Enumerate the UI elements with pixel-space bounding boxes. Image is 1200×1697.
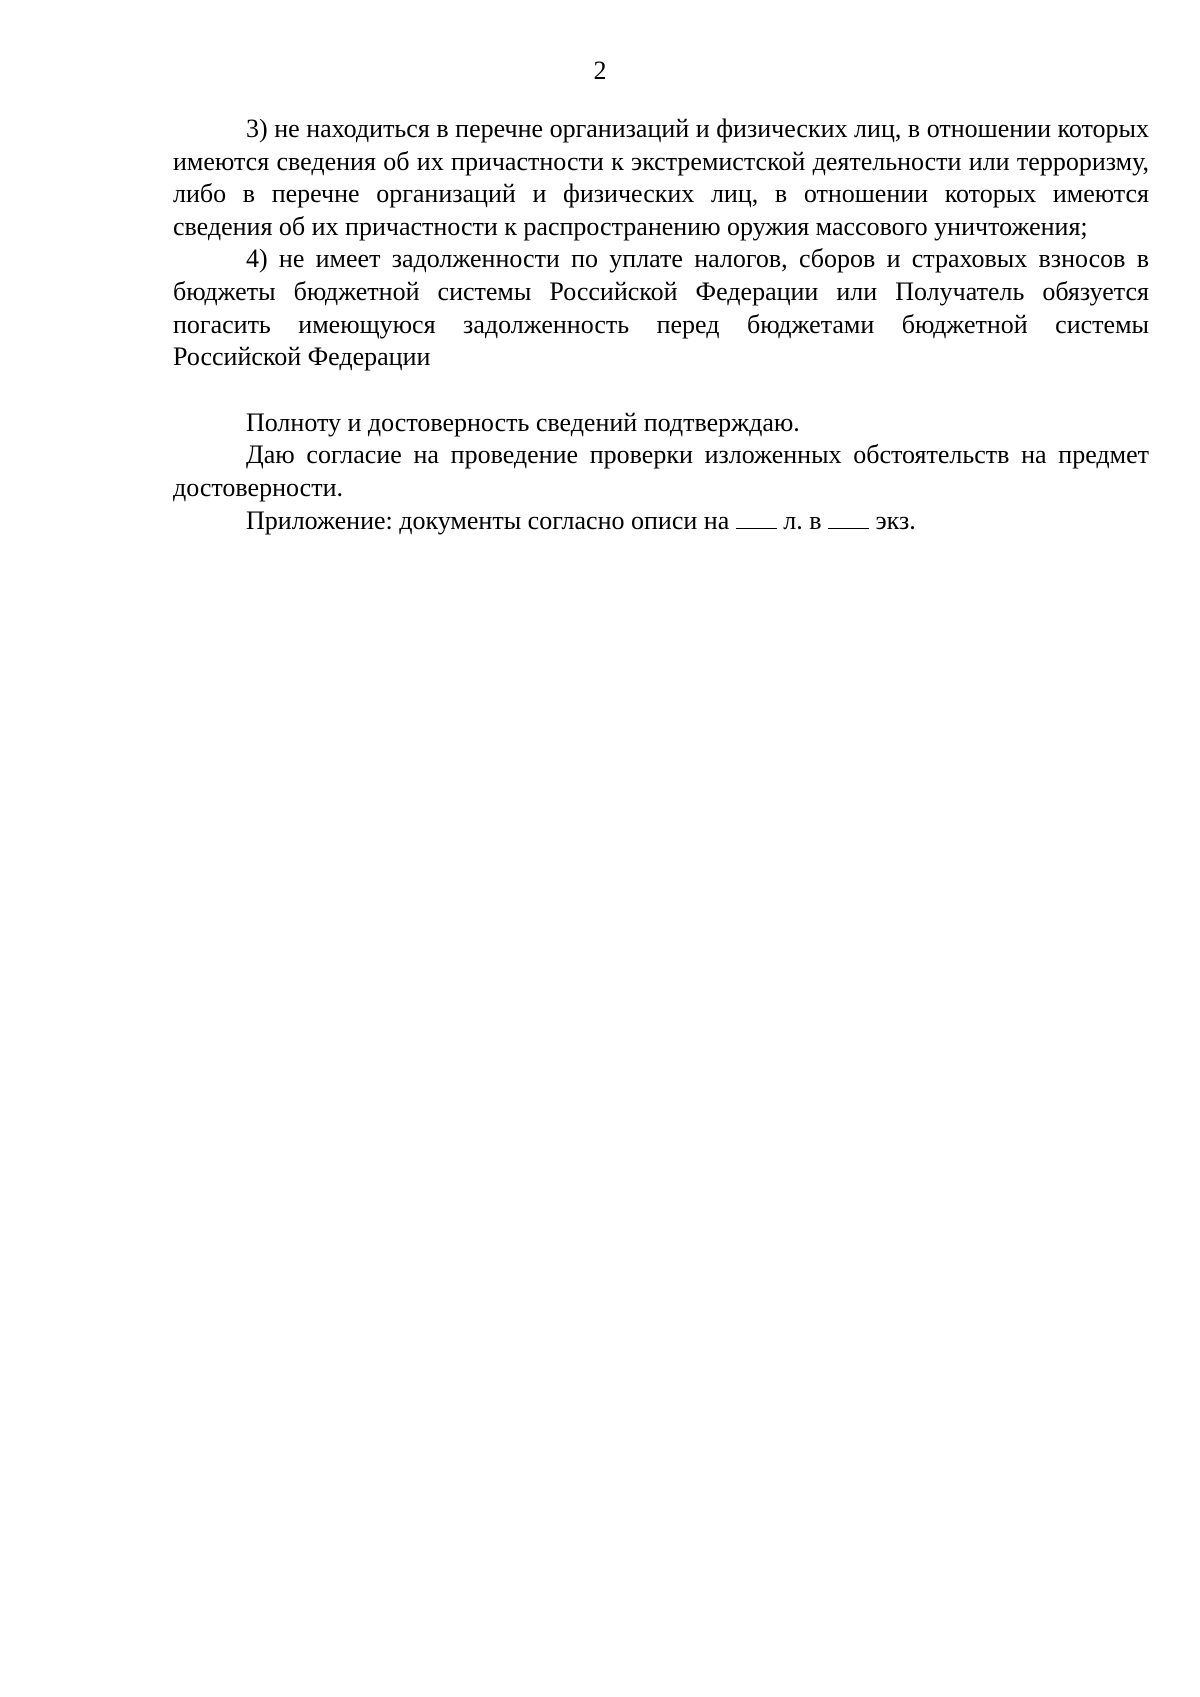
attachment-suffix: экз. (875, 505, 916, 535)
attachment-line (173, 505, 1149, 538)
condition-3: 3) не находиться в перечне организаций и физических лиц, в отношении которых имеются сведения об их причастности к экстремистской деятельности или терроризму, либо в перечне организаций и физических лиц, в отношении которых имеются сведения об их причастности к распространению оружия массового уничтожения; (173, 114, 1149, 241)
page-number: 2 (593, 56, 607, 85)
sheet-count-blank (736, 506, 777, 529)
attachment-prefix: Приложение: документы согласно описи на (246, 505, 730, 535)
attachment-middle: л. в (783, 505, 822, 535)
document-body (173, 113, 1149, 537)
condition-4: 4) не имеет задолженности по уплате налогов, сборов и страховых взносов в бюджеты бюджетной системы Российской Федерации или Получатель обязуется погасить имеющуюся задолженность перед бюджетами бюджетной системы Российской Федерации (173, 244, 1149, 372)
paragraph-gap (173, 374, 1149, 407)
copies-count-blank (828, 506, 869, 529)
confirmation-consent: Даю согласие на проведение проверки изложенных обстоятельств на предмет достоверности. (173, 440, 1149, 502)
confirmation-completeness: Полноту и достоверность сведений подтверждаю. (246, 407, 800, 437)
